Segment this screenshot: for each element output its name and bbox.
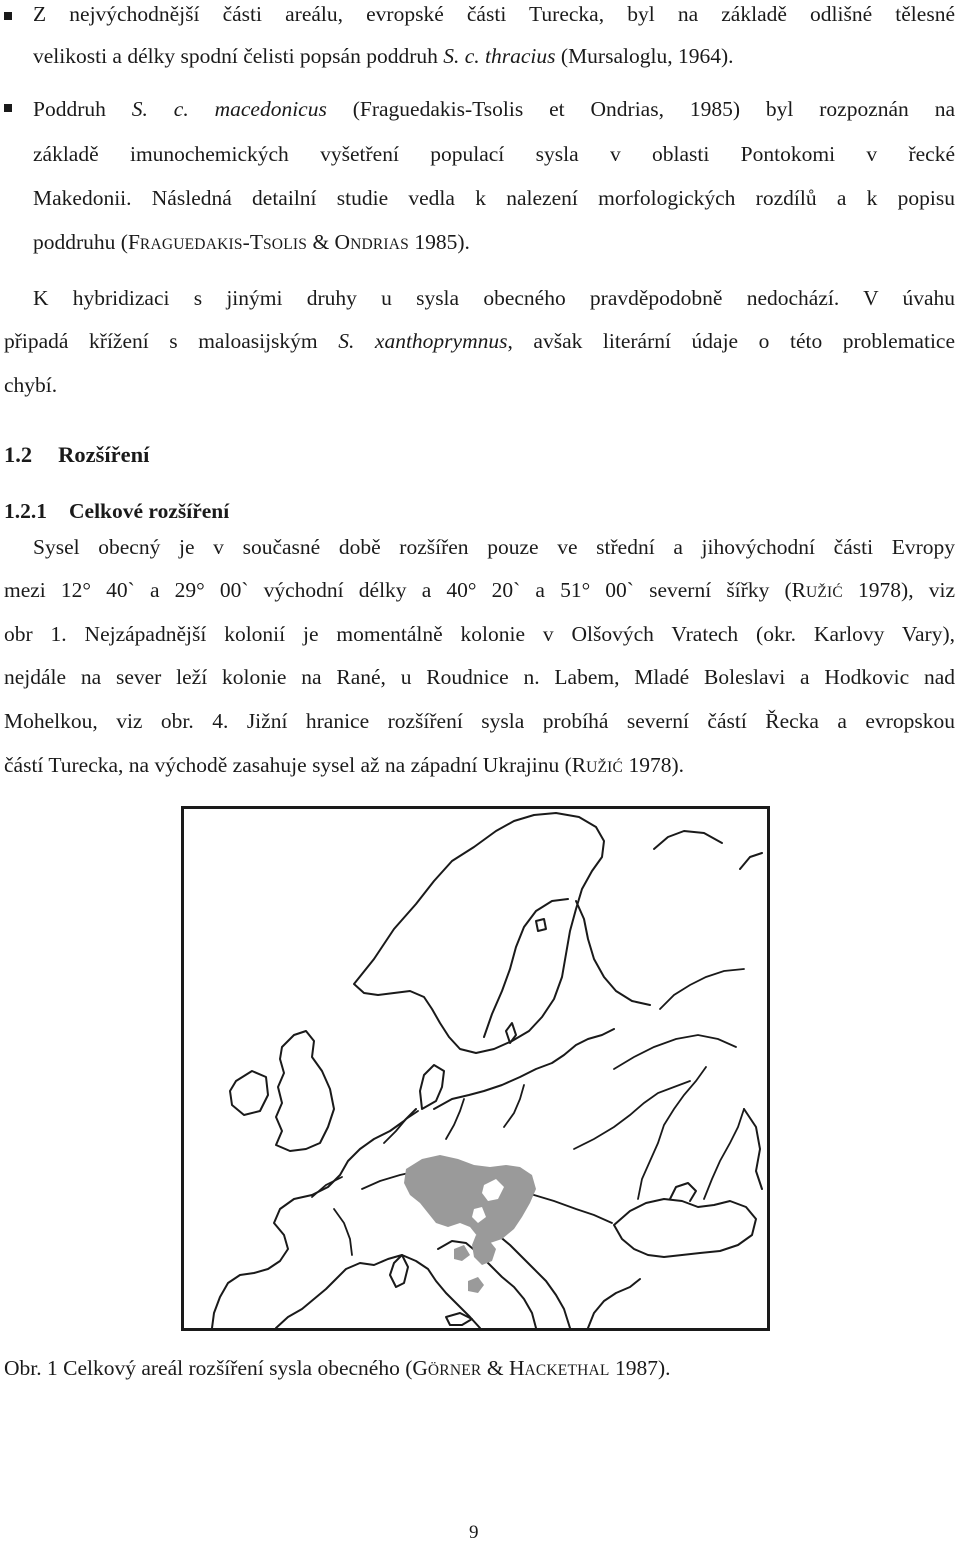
baltic-south-coast <box>434 1029 614 1109</box>
ground-squirrel-range <box>404 1155 536 1293</box>
text: Makedonii. Následná detailní studie vedla k nalezení morfologických rozdílů a k popisu <box>33 186 955 210</box>
text: nejdále na sever leží kolonie na Rané, u Roudnice n. Labem, Mladé Boleslavi a Hodkovic nad <box>4 665 955 689</box>
distribution-line-2 <box>4 576 955 607</box>
section-number: 1.2 <box>4 442 33 467</box>
island-outline <box>536 919 546 931</box>
bullet-marker-icon <box>4 104 12 112</box>
distribution-line-5 <box>4 707 955 735</box>
text: základě imunochemických vyšetření populací sysla v oblasti Pontokomi v řecké <box>33 142 955 166</box>
text: chybí. <box>4 373 58 397</box>
text: 1987). <box>609 1356 671 1380</box>
author-name: RAGUEDAKIS <box>139 236 243 253</box>
map-illustration <box>184 809 767 1328</box>
bullet-macedonicus-line-4 <box>33 228 470 259</box>
scandinavia-outline <box>354 813 604 1053</box>
section-title: Rozšíření <box>58 442 150 467</box>
hybrid-line-1 <box>33 284 955 312</box>
volga-river <box>660 969 744 1009</box>
taxon-name: S. xanthoprymnus <box>338 329 508 353</box>
rhone-river <box>334 1209 352 1255</box>
author-name: ÖRNER <box>427 1362 482 1379</box>
author-initial: F <box>127 230 140 254</box>
subsection-title: Celkové rozšíření <box>69 499 230 523</box>
pripyat-river <box>574 1081 690 1149</box>
distribution-line-6 <box>4 751 684 782</box>
text: K hybridizaci s jinými druhy u sysla obecného pravděpodobně nedochází. V úvahu <box>33 286 955 310</box>
text: 1978). <box>623 753 684 777</box>
distribution-line-4 <box>4 663 955 691</box>
vistula-river <box>504 1085 524 1127</box>
author-name: UŽIĆ <box>805 584 843 601</box>
crimea-outline <box>670 1183 696 1201</box>
text: & <box>307 230 335 254</box>
author-name: SOLIS <box>262 236 308 253</box>
range-small-patch <box>454 1245 470 1261</box>
bullet-marker-icon <box>4 12 12 20</box>
bullet-macedonicus-line-1 <box>33 95 955 123</box>
hybrid-line-3 <box>4 371 57 399</box>
author-initial: O <box>334 230 351 254</box>
bullet-thracius-line-2 <box>33 42 733 70</box>
taxon-name: S. c. thracius <box>443 44 556 68</box>
text: (Mursaloglu, 1964). <box>555 44 734 68</box>
caspian-coast <box>744 1109 762 1189</box>
text: mezi 12° 40` a 29° 00` východní délky a 40° 20` a 51° 00` severní šířky ( <box>4 578 792 602</box>
text: (Fraguedakis-Tsolis et Ondrias, 1985) byl rozpoznán na <box>326 97 955 121</box>
text: 1978), viz <box>842 578 955 602</box>
text: poddruhu ( <box>33 230 128 254</box>
balkan-coast <box>484 1235 570 1328</box>
europe-distribution-map <box>181 806 770 1331</box>
rhine-river <box>384 1111 418 1143</box>
hybrid-line-2 <box>4 327 955 355</box>
subsection-number: 1.2.1 <box>4 499 47 523</box>
author-name: UŽIĆ <box>586 759 624 776</box>
great-britain-outline <box>276 1031 334 1151</box>
author-initial: R <box>571 753 587 777</box>
text: 1985). <box>408 230 470 254</box>
author-initial: R <box>791 578 806 602</box>
elbe-river <box>446 1099 464 1139</box>
bullet-thracius-line-1 <box>33 0 955 28</box>
kola-coast <box>654 831 722 849</box>
author-initial: G <box>412 1356 428 1380</box>
sardinia-outline <box>390 1255 408 1287</box>
text: - <box>242 230 250 254</box>
text: & <box>481 1356 509 1380</box>
distribution-line-1 <box>33 533 955 561</box>
subsection-heading <box>4 497 229 525</box>
range-southern-patch <box>468 1277 484 1293</box>
author-initial: H <box>508 1356 525 1380</box>
denmark-outline <box>420 1065 444 1109</box>
finland-coast <box>576 901 650 1005</box>
white-sea-coast <box>740 853 762 869</box>
section-heading <box>4 441 149 469</box>
author-name: NDRIAS <box>350 236 409 253</box>
don-river <box>704 1109 744 1199</box>
text: velikosti a délky spodní čelisti popsán poddruh <box>33 44 444 68</box>
bothnia-coast <box>484 899 568 1037</box>
bullet-macedonicus-line-3 <box>33 184 955 212</box>
text: Mohelkou, viz obr. 4. Jižní hranice rozšíření sysla probíhá severní částí Řecka a evropskou <box>4 709 955 733</box>
author-name: ACKETHAL <box>524 1362 610 1379</box>
text: Sysel obecný je v současné době rozšířen pouze ve střední a jihovýchodní části Evropy <box>33 535 955 559</box>
range-pannonian-area <box>404 1155 536 1243</box>
figure-caption <box>4 1354 671 1385</box>
text: obr 1. Nejzápadnější kolonií je momentálně kolonie v Olšových Vratech (okr. Karlovy Vary), <box>4 622 955 646</box>
taxon-name: S. c. macedonicus <box>131 97 327 121</box>
text: Obr. 1 Celkový areál rozšíření sysla obecného ( <box>4 1356 413 1380</box>
text: , avšak literární údaje o této problematice <box>507 329 955 353</box>
bullet-macedonicus-line-2 <box>33 140 955 168</box>
dvina-river <box>614 1035 736 1069</box>
text: připadá křížení s maloasijským <box>4 329 339 353</box>
black-sea-outline <box>614 1199 756 1257</box>
distribution-line-3 <box>4 620 955 648</box>
text: Poddruh <box>33 97 132 121</box>
ireland-outline <box>230 1071 268 1115</box>
text: Z nejvýchodnější části areálu, evropské části Turecka, byl na základě odlišné tělesné <box>33 2 955 26</box>
page-number: 9 <box>469 1522 479 1543</box>
aegean-coast <box>588 1279 640 1328</box>
author-initial: T <box>249 230 263 254</box>
text: částí Turecka, na východě zasahuje sysel až na západní Ukrajinu ( <box>4 753 572 777</box>
rivers <box>312 969 744 1255</box>
